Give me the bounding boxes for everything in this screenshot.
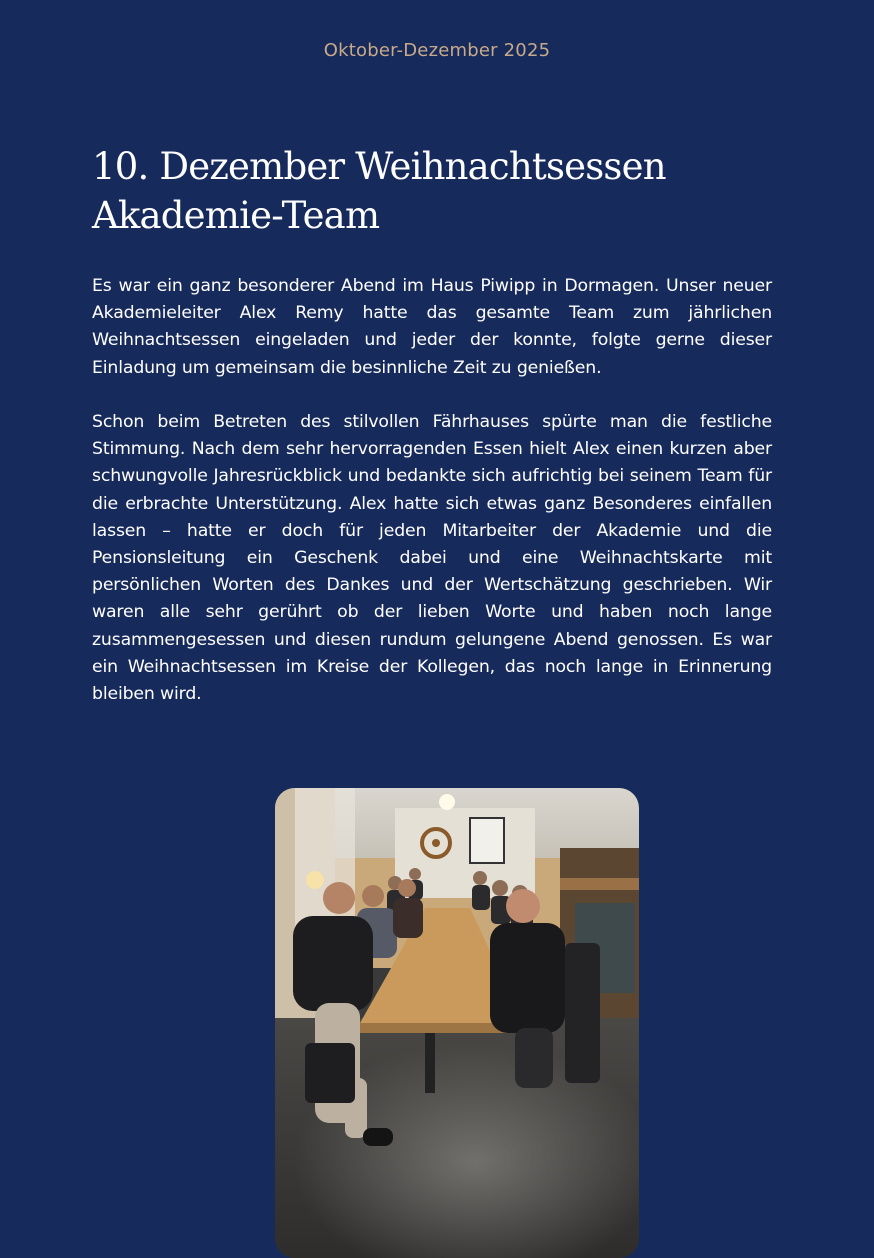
article-title-line-2: Akademie-Team (92, 194, 380, 237)
issue-date-range: Oktober-Dezember 2025 (323, 40, 551, 61)
article-title (92, 142, 792, 240)
article-paragraph-1: Es war ein ganz besonderer Abend im Haus Piwipp in Dormagen. Unser neuer Akademieleiter Alex Remy hatte das gesamte Team zum jährlichen Weihnachtsessen eingeladen und jeder der konnte, folgte gerne dieser Einladung um gemeinsam die besinnliche Zeit zu genießen. (92, 276, 772, 378)
group-dinner-photo (275, 788, 639, 1258)
article-title-line-1: 10. Dezember Weihnachtsessen (92, 145, 666, 188)
article-paragraph-2: Schon beim Betreten des stilvollen Fährhauses spürte man die festliche Stimmung. Nach dem sehr hervorragenden Essen hielt Alex einen kurzen aber schwungvolle Jahresrückblick und bedankte sich aufrichtig bei seinem Team für die erbrachte Unterstützung. Alex hatte sich etwas ganz Besonderes einfallen lassen – hatte er doch für jeden Mitarbeiter der Akademie und die Pensionsleitung ein Geschenk dabei und eine Weihnachtskarte mit persönlichen Worten des Dankes und der Wertschätzung geschrieben. Wir waren alle sehr gerührt ob der lieben Worte und haben noch lange zusammengesessen und diesen rundum gelungene Abend genossen. Es war ein Weihnachtsessen im Kreise der Kollegen, das noch lange in Erinnerung bleiben wird. (92, 412, 772, 705)
